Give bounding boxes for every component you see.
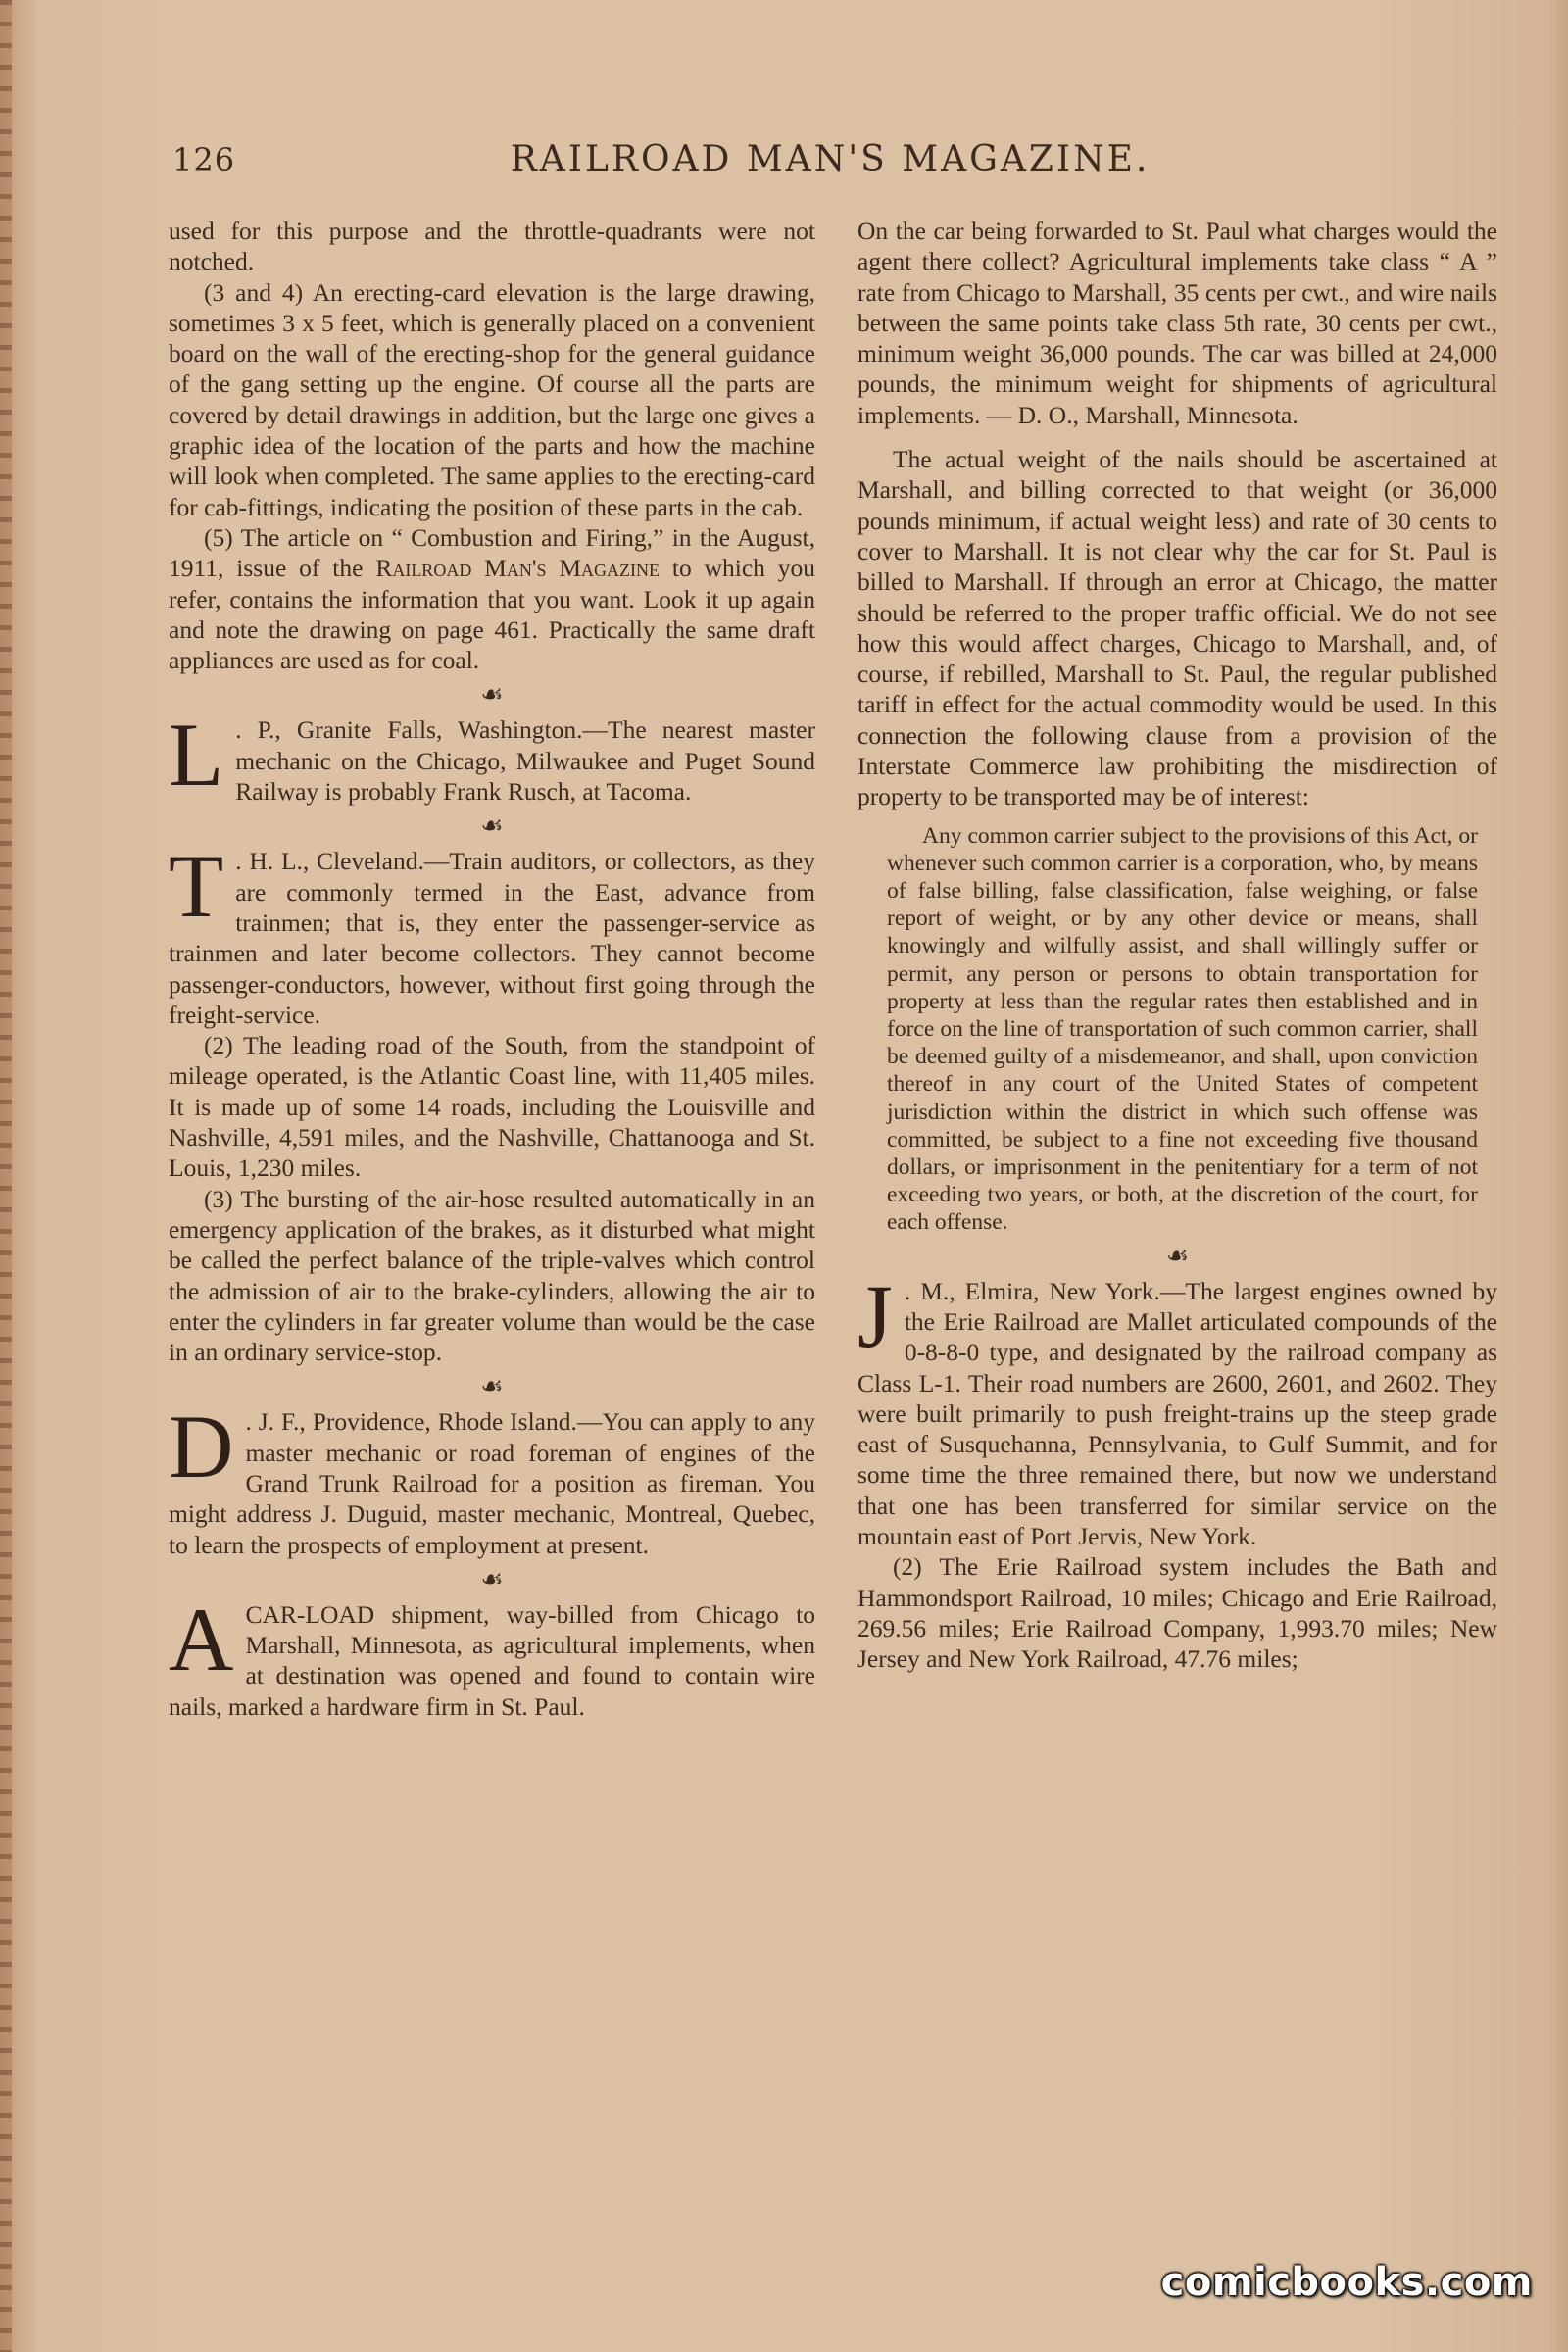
paragraph: (2) The Erie Railroad system includes the Bath and Hammondsport Railroad, 10 miles; Chicago and Erie Railroad, 269.56 miles; Erie Railroad Company, 1,993.70 miles; New Jersey and New York Railroad, 47.76 miles; [858,1552,1497,1674]
section-ornament-icon: ☙ [480,1564,504,1593]
running-title: RAILROAD MAN'S MAGAZINE. [510,139,1151,179]
drop-cap: L [169,705,224,806]
law-quotation: Any common carrier subject to the provisions of this Act, or whenever such common carrier is a corporation, who, by means of false billing, false classification, false weighing, or false report of weight, or by any other device or means, shall knowingly and wilfully assist, and shall willingly suffer or permit, any person or persons to obtain transportation for property at less than the regular rates then established and in force on the line of transportation of such common carrier, shall be deemed guilty of a misdemeanor, and shall, upon conviction thereof in any court of the United States of competent jurisdiction within the district in which such offense was committed, be subject to a fine not exceeding five thousand dollars, or imprisonment in the penitentiary for a term of not exceeding two years, or both, at the discretion of the court, for each offense. [887,822,1478,1236]
paragraph: used for this purpose and the throttle-quadrants were not notched. [169,217,815,276]
page-number: 126 [172,141,236,178]
right-column [858,216,1497,1675]
paragraph: (5) The article on “ Combustion and Firing,” in the August, 1911, issue of the Railroad Man's Magazine to which you refer, contains the information that you want. Look it up again and note the drawing on page 461. Practically the same draft appliances are used as for coal. [169,522,816,675]
section-ornament-icon: ☙ [480,811,504,841]
answer-lp: L . P., Granite Falls, Washington.—The nearest master mechanic on the Chicago, Milwaukee and Puget Sound Railway is probably Frank Rusch, at Tacoma. [169,705,815,807]
paragraph: (2) The leading road of the South, from the standpoint of mileage operated, is the Atlantic Coast line, with 11,405 miles. It is made up of some 14 roads, including the Louisville and Nashville, 4,591 miles, and the Nashville, Chattanooga and St. Louis, 1,230 miles. [169,1031,815,1183]
section-ornament-icon: ☙ [480,680,504,710]
section-ornament-icon: ☙ [480,1372,504,1401]
page-spine-edge [0,0,12,2352]
drop-cap: J [858,1265,893,1366]
site-watermark: comicbooks.com [1160,2260,1533,2305]
answer-paragraph: The actual weight of the nails should be ascertained at Marshall, and billing corrected to that weight (or 36,000 pounds minimum, if actual weight less) and rate of 30 cents to cover to Marshall. It is not clear why the car for St. Paul is billed to Marshall. If through an error at Chicago, the matter should be referred to the proper traffic official. We do not see how this would affect charges, Chicago to Marshall, and, of course, if rebilled, Marshall to St. Paul, the regular published tariff in effect for the actual commodity would be used. In this connection the following clause from a provision of the Interstate Commerce law prohibiting the misdirection of property to be transported may be of interest: [858,445,1497,811]
paragraph: (3) The bursting of the air-hose resulted automatically in an emergency application of the brakes, as it disturbed what might be called the perfect balance of the triple-valves which control the admission of air to the brake-cylinders, allowing the air to enter the cylinders in far greater volume than would be the case in an ordinary service-stop. [169,1184,815,1367]
section-ornament-icon: ☙ [1165,1241,1190,1270]
magazine-name: Railroad Man's Magazine [375,554,660,583]
drop-cap: D [169,1396,234,1497]
paragraph: (3 and 4) An erecting-card elevation is the large drawing, sometimes 3 x 5 feet, which is generally placed on a convenient board on the wall of the erecting-shop for the general guidance of the gang setting up the engine. Of course all the parts are covered by detail drawings in addition, but the large one gives a graphic idea of the location of the parts and how the machine will look when completed. The same applies to the erecting-card for cab-fittings, indicating the position of these parts in the cab. [169,277,815,521]
question-carload: ACAR-LOAD shipment, way-billed from Chicago to Marshall, Minnesota, as agricultural implements, when at destination was opened and found to contain wire nails, marked a hardware firm in St. Paul. [169,1589,815,1721]
answer-jm: J . M., Elmira, New York.—The largest engines owned by the Erie Railroad are Mallet articulated compounds of the 0-8-8-0 type, and designated by the railroad company as Class L-1. Their road numbers are 2600, 2601, and 2602. They were built primarily to push freight-trains up the steep grade east of Susquehanna, Pennsylvania, to Gulf Summit, and for some time the three remained there, but now we understand that one has been transferred for similar service on the mountain east of Port Jervis, New York. [858,1265,1497,1551]
drop-cap: T [169,836,224,937]
answer-dj: D . J. F., Providence, Rhode Island.—You can apply to any master mechanic or road foreman of engines of the Grand Trunk Railroad for a position as fireman. You might address J. Duguid, master mechanic, Montreal, Quebec, to learn the prospects of employment at present. [169,1396,815,1559]
drop-cap: A [169,1589,234,1690]
question-continued: On the car being forwarded to St. Paul what charges would the agent there collect? Agricultural implements take class “ A ” rate from Chicago to Marshall, 35 cents per cwt., and wire nails between the same points take class 5th rate, 30 cents per cwt., minimum weight 36,000 pounds. The car was billed at 24,000 pounds, the minimum weight for shipments of agricultural implements. — D. O., Marshall, Minnesota. [858,217,1497,429]
left-column [169,216,815,1722]
answer-th: T . H. L., Cleveland.—Train auditors, or collectors, as they are commonly termed in the East, advance from trainmen; that is, they enter the passenger-service as trainmen and later become collectors. They cannot become passenger-conductors, however, without first going through the freight-service. [169,836,815,1029]
page-header [169,137,1492,186]
